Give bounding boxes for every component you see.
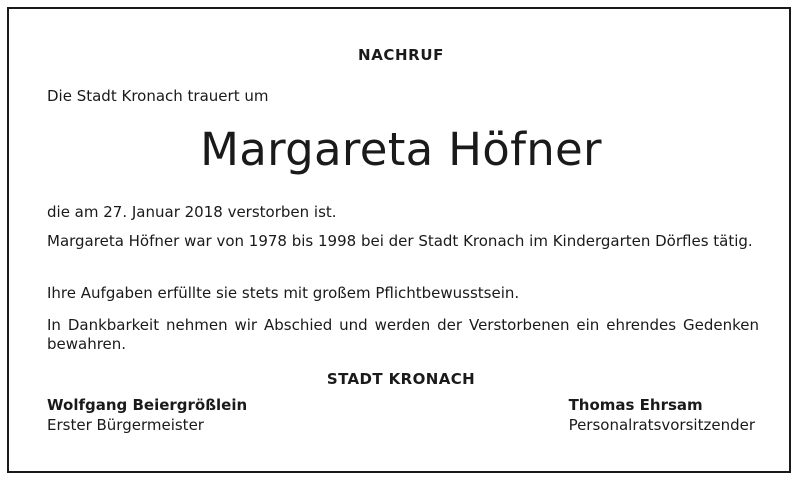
intro-line: Die Stadt Kronach trauert um	[47, 87, 269, 105]
organization-name: STADT KRONACH	[326, 370, 476, 388]
signatory-role: Personalratsvorsitzender	[568, 416, 755, 434]
obituary-notice	[7, 7, 791, 473]
deceased-name: Margareta Höfner	[200, 123, 602, 176]
paragraph-duties: Ihre Aufgaben erfüllte sie stets mit großem Pflichtbewusstsein.	[47, 284, 520, 302]
death-date-line: die am 27. Januar 2018 verstorben ist.	[47, 203, 337, 221]
signatory-name: Thomas Ehrsam	[568, 396, 703, 414]
signatory-left	[47, 395, 247, 435]
paragraph-farewell: In Dankbarkeit nehmen wir Abschied und werden der Verstorbenen ein ehrendes Gedenken bewahren.	[47, 316, 759, 353]
paragraph-employment: Margareta Höfner war von 1978 bis 1998 bei der Stadt Kronach im Kindergarten Dörfles tätig.	[47, 232, 753, 250]
signatory-role: Erster Bürgermeister	[47, 416, 204, 434]
signatory-name: Wolfgang Beiergrößlein	[47, 396, 248, 414]
signatory-right	[569, 395, 755, 435]
notice-heading: NACHRUF	[358, 46, 444, 64]
